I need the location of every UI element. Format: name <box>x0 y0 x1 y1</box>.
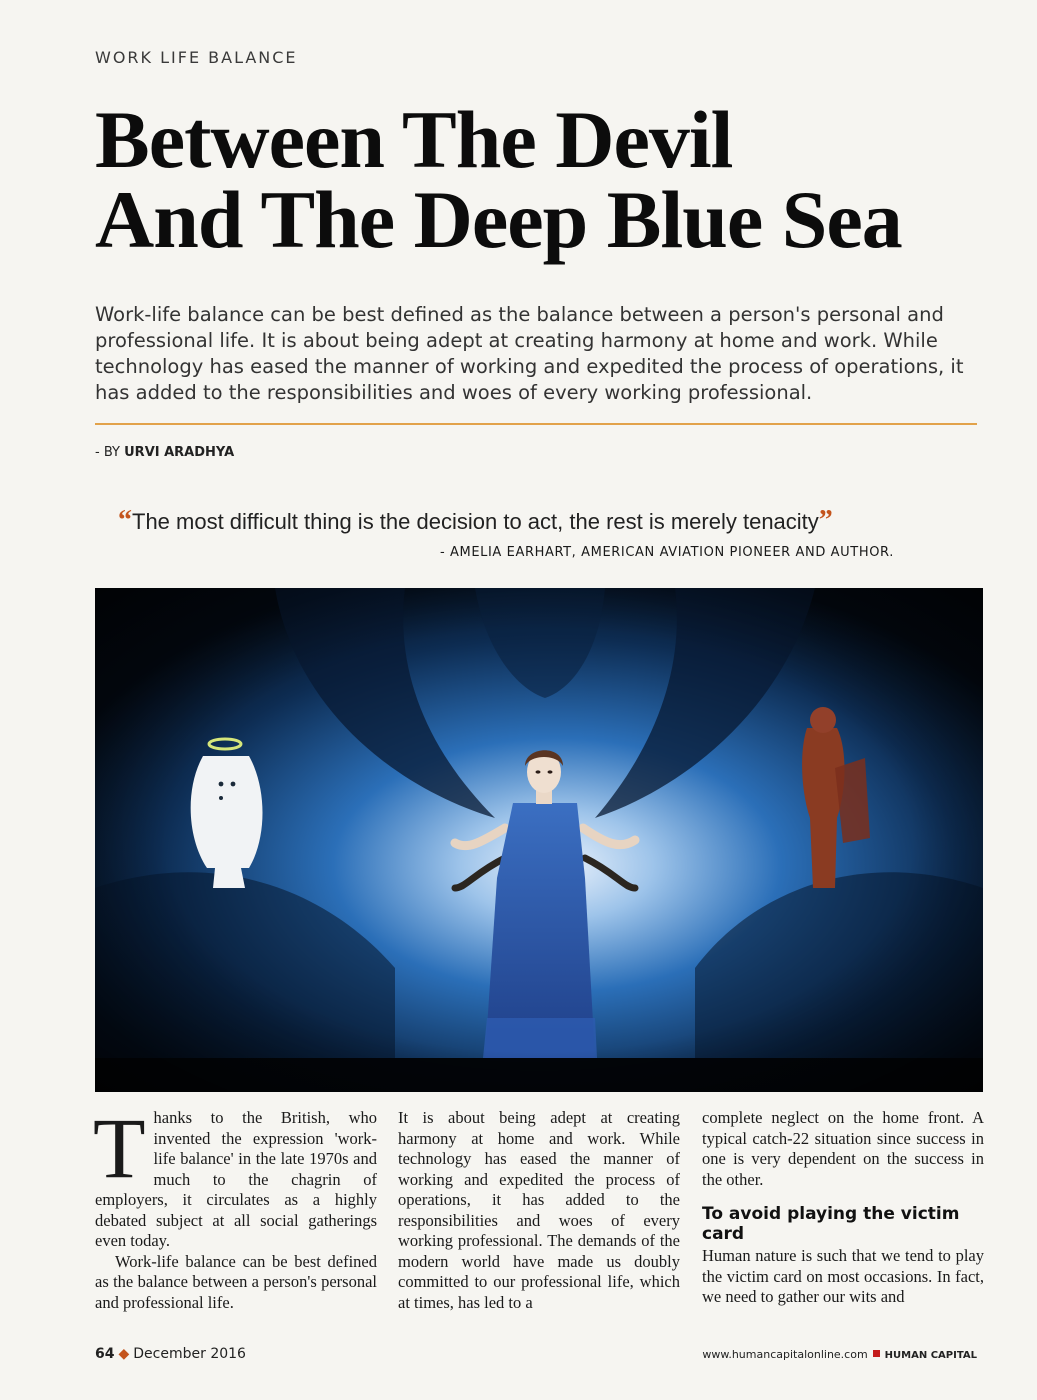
body-column-2 <box>398 1108 680 1313</box>
stage-photo-illustration <box>95 588 983 1092</box>
headline <box>95 94 995 265</box>
square-icon <box>873 1350 880 1357</box>
footer-credit <box>702 1348 977 1361</box>
body-col2-para-1: It is about being adept at creating harmony at home and work. While technology has eased the manner of working and expedited the process of operations, it has added to the responsibilities and woes of every working professional. The demands of the modern world have made us doubly committed to our professional life, which at times, has led to a <box>398 1108 680 1312</box>
drop-cap: T <box>93 1100 146 1196</box>
stage-photo <box>95 588 983 1092</box>
body-column-3 <box>702 1108 984 1308</box>
quote-close-mark: ” <box>818 505 833 536</box>
headline-line-1: Between The Devil <box>95 94 733 185</box>
page-number: 64 <box>95 1346 115 1362</box>
byline-prefix: - BY <box>95 445 120 460</box>
issue-date: December 2016 <box>133 1346 246 1362</box>
footer-folio <box>95 1346 246 1362</box>
byline-author: URVI ARADHYA <box>124 445 235 460</box>
byline <box>95 445 234 460</box>
body-col3-para-1: complete neglect on the home front. A typical catch-22 situation since success in one is very dependent on the success in the other. <box>702 1108 984 1189</box>
standfirst: Work-life balance can be best defined as the balance between a person's personal and professional life. It is about being adept at creating harmony at home and work. While technology has eased the manner of working and expedited the process of operations, it has added to the responsibilities and woes of every working professional. <box>95 303 964 404</box>
quote-text: The most difficult thing is the decision to act, the rest is merely tenacity <box>132 509 819 534</box>
magazine-brand: HUMAN CAPITAL <box>884 1350 977 1361</box>
quote-open-mark: “ <box>118 505 132 536</box>
body-col1-para-1-text: hanks to the British, who invented the expression 'work-life balance' in the late 1970s and much to the chagrin of employers, it circulates as a highly debated subject at all social gatherings even today. <box>95 1108 377 1250</box>
body-column-1 <box>93 1100 377 1313</box>
diamond-icon: ◆ <box>118 1346 130 1362</box>
subheading: To avoid playing the victim card <box>702 1204 960 1244</box>
divider-rule <box>95 423 977 425</box>
quote-attribution: - AMELIA EARHART, AMERICAN AVIATION PIONEER AND AUTHOR. <box>440 545 894 560</box>
body-col3-para-2: Human nature is such that we tend to play the victim card on most occasions. In fact, we need to gather our wits and <box>702 1246 984 1306</box>
pull-quote <box>118 505 978 537</box>
headline-line-2: And The Deep Blue Sea <box>95 174 902 265</box>
body-col1-para-1 <box>93 1100 377 1252</box>
section-label: WORK LIFE BALANCE <box>95 48 298 67</box>
body-col1-para-2: Work-life balance can be best defined as the balance between a person's personal and professional life. <box>95 1251 377 1312</box>
website-url: www.humancapitalonline.com <box>702 1348 868 1361</box>
